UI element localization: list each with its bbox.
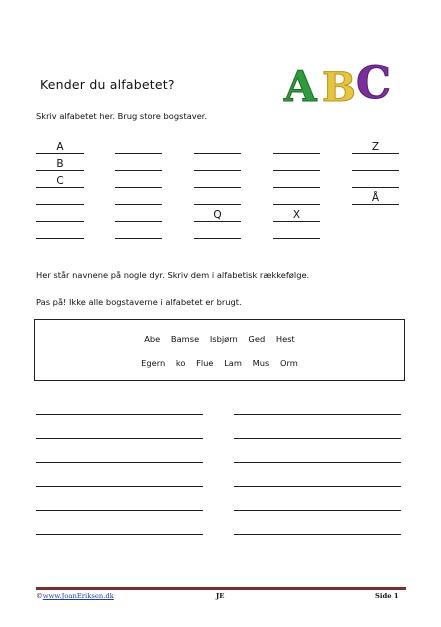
footer-page-number: Side 1 [375, 592, 399, 600]
animal-row-2 [35, 358, 404, 368]
animal-names-box [34, 319, 405, 381]
alphabet-blank[interactable] [273, 226, 320, 239]
answer-line[interactable] [234, 462, 401, 463]
alphabet-blank[interactable] [36, 226, 84, 239]
alphabet-blank[interactable] [352, 175, 399, 188]
alphabet-blank[interactable] [273, 158, 320, 171]
animal-word: Lam [224, 358, 242, 368]
alphabet-blank[interactable] [115, 158, 162, 171]
animal-row-1 [35, 334, 404, 344]
alphabet-blank[interactable]: X [273, 209, 320, 222]
animals-instruction: Her står navnene på nogle dyr. Skriv dem i alfabetisk rækkefølge. [36, 270, 310, 280]
copyright-symbol: © [36, 592, 43, 600]
footer-copyright [36, 592, 114, 600]
alphabet-blank[interactable]: Å [352, 192, 399, 205]
alphabet-blank[interactable] [273, 175, 320, 188]
alphabet-blank[interactable] [115, 226, 162, 239]
footer-link[interactable]: www.JoanEriksen.dk [42, 592, 114, 600]
answer-line[interactable] [234, 438, 401, 439]
answer-line[interactable] [36, 534, 203, 535]
alphabet-blank[interactable] [115, 175, 162, 188]
footer-initials: JE [216, 592, 225, 600]
animal-word: Orm [280, 358, 298, 368]
logo-letter-b: B [322, 64, 356, 111]
alphabet-blank[interactable]: Z [352, 141, 399, 154]
alphabet-blank[interactable] [115, 141, 162, 154]
logo-letter-a: A [284, 62, 317, 111]
answer-line[interactable] [234, 414, 401, 415]
alphabet-blank[interactable] [36, 192, 84, 205]
answer-line[interactable] [234, 510, 401, 511]
logo-letter-c: C [356, 58, 392, 109]
answer-line[interactable] [36, 510, 203, 511]
alphabet-blank[interactable] [36, 209, 84, 222]
answer-line[interactable] [234, 534, 401, 535]
page-title: Kender du alfabetet? [40, 77, 175, 92]
answer-line[interactable] [36, 462, 203, 463]
alphabet-blank[interactable] [115, 209, 162, 222]
alphabet-blank[interactable] [194, 158, 241, 171]
animal-word: Bamse [170, 334, 200, 344]
alphabet-blank[interactable] [115, 192, 162, 205]
alphabet-blank[interactable] [352, 158, 399, 171]
alphabet-blank[interactable]: C [36, 175, 84, 188]
alphabet-blank[interactable] [194, 141, 241, 154]
alphabet-blank[interactable]: Q [194, 209, 241, 222]
alphabet-blank[interactable]: A [36, 141, 84, 154]
alphabet-blank[interactable] [273, 141, 320, 154]
alphabet-blank[interactable] [194, 175, 241, 188]
animal-word: ko [175, 358, 186, 368]
alphabet-instruction: Skriv alfabetet her. Brug store bogstaver. [36, 111, 208, 121]
alphabet-blank[interactable] [194, 192, 241, 205]
animal-word: Ged [248, 334, 266, 344]
animal-word: Mus [252, 358, 270, 368]
alphabet-blank[interactable]: B [36, 158, 84, 171]
warning-text: Pas på! Ikke alle bogstaverne i alfabetet er brugt. [36, 297, 242, 307]
answer-line[interactable] [234, 486, 401, 487]
alphabet-blank[interactable] [194, 226, 241, 239]
answer-line[interactable] [36, 438, 203, 439]
answer-line[interactable] [36, 486, 203, 487]
abc-logo [282, 58, 392, 111]
animal-word: Hest [275, 334, 295, 344]
animal-word: Abe [144, 334, 161, 344]
footer-divider [36, 587, 406, 590]
animal-word: Egern [141, 358, 166, 368]
animal-word: Flue [196, 358, 214, 368]
animal-word: Isbjørn [209, 334, 238, 344]
alphabet-blank[interactable] [273, 192, 320, 205]
answer-line[interactable] [36, 414, 203, 415]
